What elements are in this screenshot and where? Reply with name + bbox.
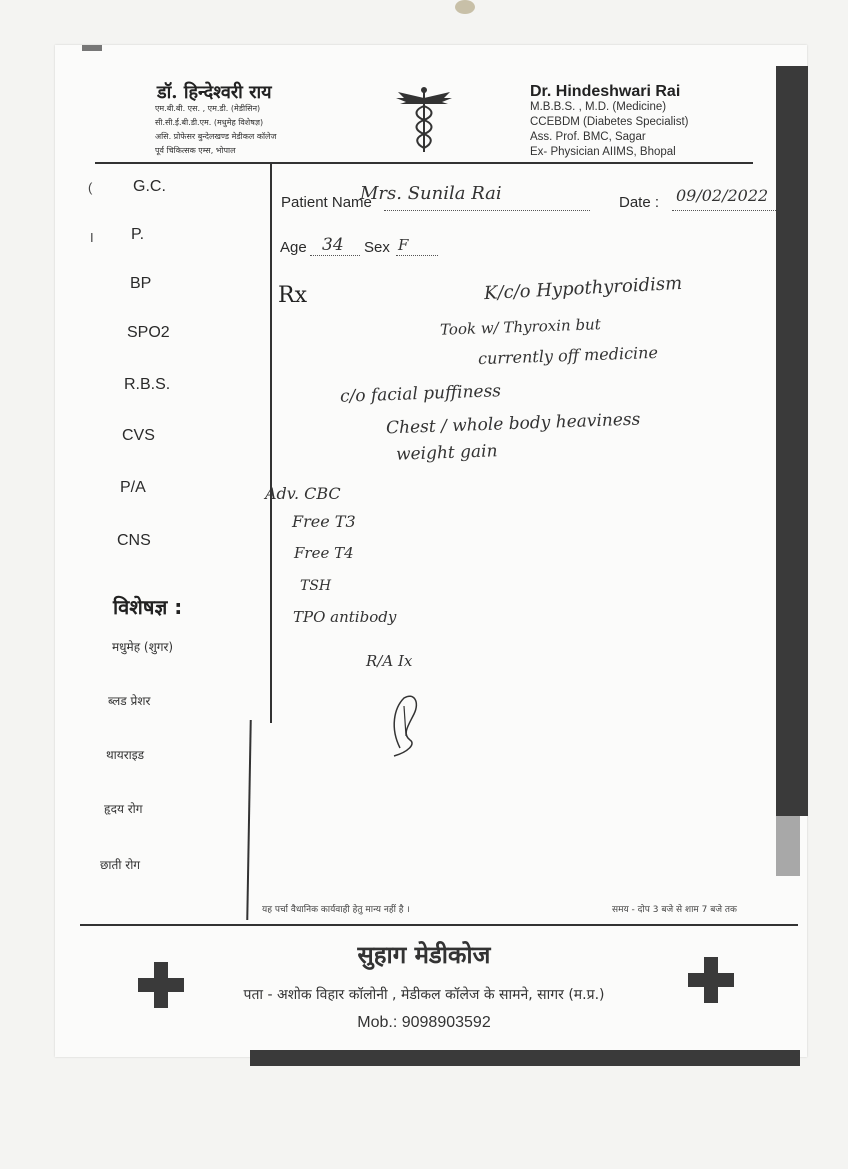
age-label: Age [280, 239, 307, 256]
patient-name-line [384, 210, 590, 211]
margin-mark: I [90, 230, 94, 245]
doctor-position-hindi: असि. प्रोफेसर बुन्देलखण्ड मेडीकल कॉलेज [155, 132, 277, 141]
scan-mark [82, 45, 102, 51]
history-line-2: Took w/ Thyroxin but [439, 315, 602, 339]
vital-rbs: R.B.S. [124, 376, 171, 393]
specialty-thyroid: थायराइड [106, 748, 145, 762]
vital-spo2: SPO2 [127, 324, 170, 341]
specialties-heading: विशेषज्ञ : [113, 595, 183, 619]
header-rule [95, 162, 753, 164]
scan-edge-strip [776, 66, 808, 816]
specialty-diabetes: मधुमेह (शुगर) [112, 640, 174, 654]
doctor-name-hindi: डॉ. हिन्देश्वरी राय [157, 82, 272, 103]
vital-bp: BP [130, 275, 152, 292]
history-line-1: K/c/o Hypothyroidism [483, 272, 683, 305]
date-label: Date : [619, 194, 660, 211]
doctor-name-english: Dr. Hindeshwari Rai [530, 83, 681, 100]
caduceus-icon [394, 84, 454, 154]
rx-symbol: Rx [278, 283, 307, 308]
clinic-timing: समय - दोप 3 बजे से शाम 7 बजे तक [612, 905, 737, 915]
doctor-degree-english: M.B.B.S. , M.D. (Medicine) [530, 101, 667, 113]
pharmacy-name: सुहाग मेडीकोज [357, 941, 491, 969]
paper-pin [455, 0, 475, 14]
specialty-chest: छाती रोग [100, 858, 141, 872]
vital-cns: CNS [117, 532, 151, 549]
footer-rule [80, 924, 798, 926]
doctor-former-hindi: पूर्व चिकित्सक एम्स, भोपाल [155, 146, 236, 155]
vital-gc: G.C. [133, 178, 166, 195]
doctor-specialty-english: CCEBDM (Diabetes Specialist) [530, 116, 689, 128]
sex-value: F [398, 236, 409, 254]
doctor-degree-hindi: एम.बी.बी. एस. , एम.डी. (मेडीसिन) [155, 104, 261, 113]
advice-free-t4: Free T4 [294, 544, 354, 562]
vital-pulse: P. [131, 226, 145, 243]
vital-pa: P/A [120, 479, 146, 496]
advice-tpo: TPO antibody [293, 608, 397, 626]
doctor-signature-icon [380, 688, 430, 758]
vital-cvs: CVS [122, 427, 155, 444]
age-value: 34 [322, 235, 344, 255]
doctor-specialty-hindi: सी.सी.ई.बी.डी.एम. (मधुमेह विशेषज्ञ) [155, 118, 264, 127]
column-divider [270, 163, 272, 723]
margin-mark: ( [88, 180, 93, 195]
sex-line [396, 255, 438, 256]
specialty-bp: ब्लड प्रेशर [108, 694, 151, 708]
legal-note: यह पर्चा वैधानिक कार्यवाही हेतु मान्य नहीं है । [262, 905, 410, 915]
date-value: 09/02/2022 [676, 186, 769, 205]
doctor-former-english: Ex- Physician AIIMS, Bhopal [530, 146, 676, 158]
specialty-heart: हृदय रोग [104, 802, 143, 816]
age-line [310, 255, 360, 256]
pharmacy-address: पता - अशोक विहार कॉलोनी , मेडीकल कॉलेज के सामने, सागर (म.प्र.) [243, 987, 605, 1003]
patient-name-label: Patient Name [281, 194, 372, 211]
patient-name-value: Mrs. Sunila Rai [360, 183, 502, 204]
sex-label: Sex [364, 239, 390, 256]
complaint-line-2: Chest / whole body heaviness [385, 409, 641, 439]
history-line-3: currently off medicine [477, 342, 659, 369]
review-note: R/A Ix [366, 652, 413, 670]
advice-free-t3: Free T3 [292, 512, 356, 531]
pharmacy-mobile: Mob.: 9098903592 [357, 1014, 491, 1031]
advice-tsh: TSH [300, 578, 332, 594]
complaint-line-1: c/o facial puffiness [339, 381, 502, 407]
date-line [672, 210, 776, 211]
scan-edge-strip-lower [776, 816, 800, 876]
complaint-line-3: weight gain [395, 441, 498, 465]
scan-bottom-edge [250, 1050, 800, 1066]
advice-heading: Adv. CBC [265, 484, 341, 503]
doctor-position-english: Ass. Prof. BMC, Sagar [530, 131, 646, 143]
